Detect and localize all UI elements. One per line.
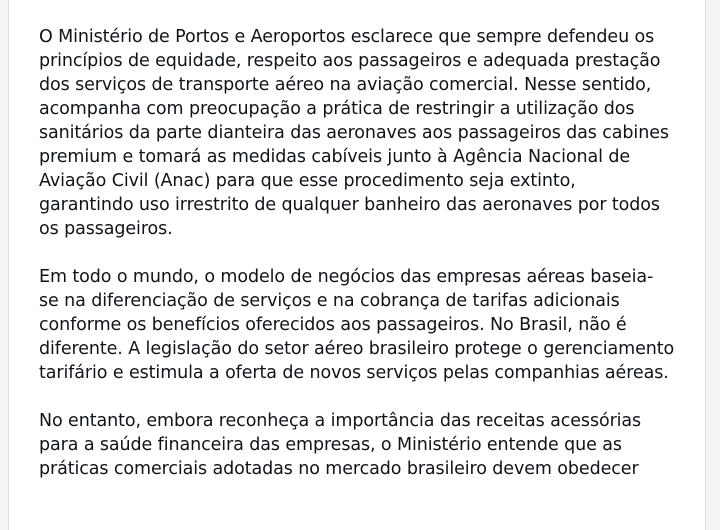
post-paragraph-2: Em todo o mundo, o modelo de negócios das empresas aéreas baseia- se na diferenciação de serviços e na cobrança de tarifas adicionais conforme os benefícios oferecidos aos passageiros. No Brasil, não é diferente. A legislação do setor aéreo brasileiro protege o gerenciamento tarifário e estimula a oferta de novos serviços pelas companhias aéreas.	[39, 267, 675, 383]
right-edge	[706, 0, 720, 530]
post-card	[8, 0, 706, 530]
post-paragraph-3: No entanto, embora reconheça a importância das receitas acessórias para a saúde financeira das empresas, o Ministério entende que as práticas comerciais adotadas no mercado brasileiro devem obedecer	[39, 411, 642, 479]
post-text	[39, 25, 699, 505]
post-paragraph-1: O Ministério de Portos e Aeroportos esclarece que sempre defendeu os princípios de equidade, respeito aos passageiros e adequada prestação dos serviços de transporte aéreo na aviação comercial. Nesse sentido, acompanha com preocupação a prática de restringir a utilização dos sanitários da parte dianteira das aeronaves aos passageiros das cabines premium e tomará as medidas cabíveis junto à Agência Nacional de Aviação Civil (Anac) para que esse procedimento seja extinto, garantindo uso irrestrito de qualquer banheiro das aeronaves por todos os passageiros.	[39, 27, 669, 239]
